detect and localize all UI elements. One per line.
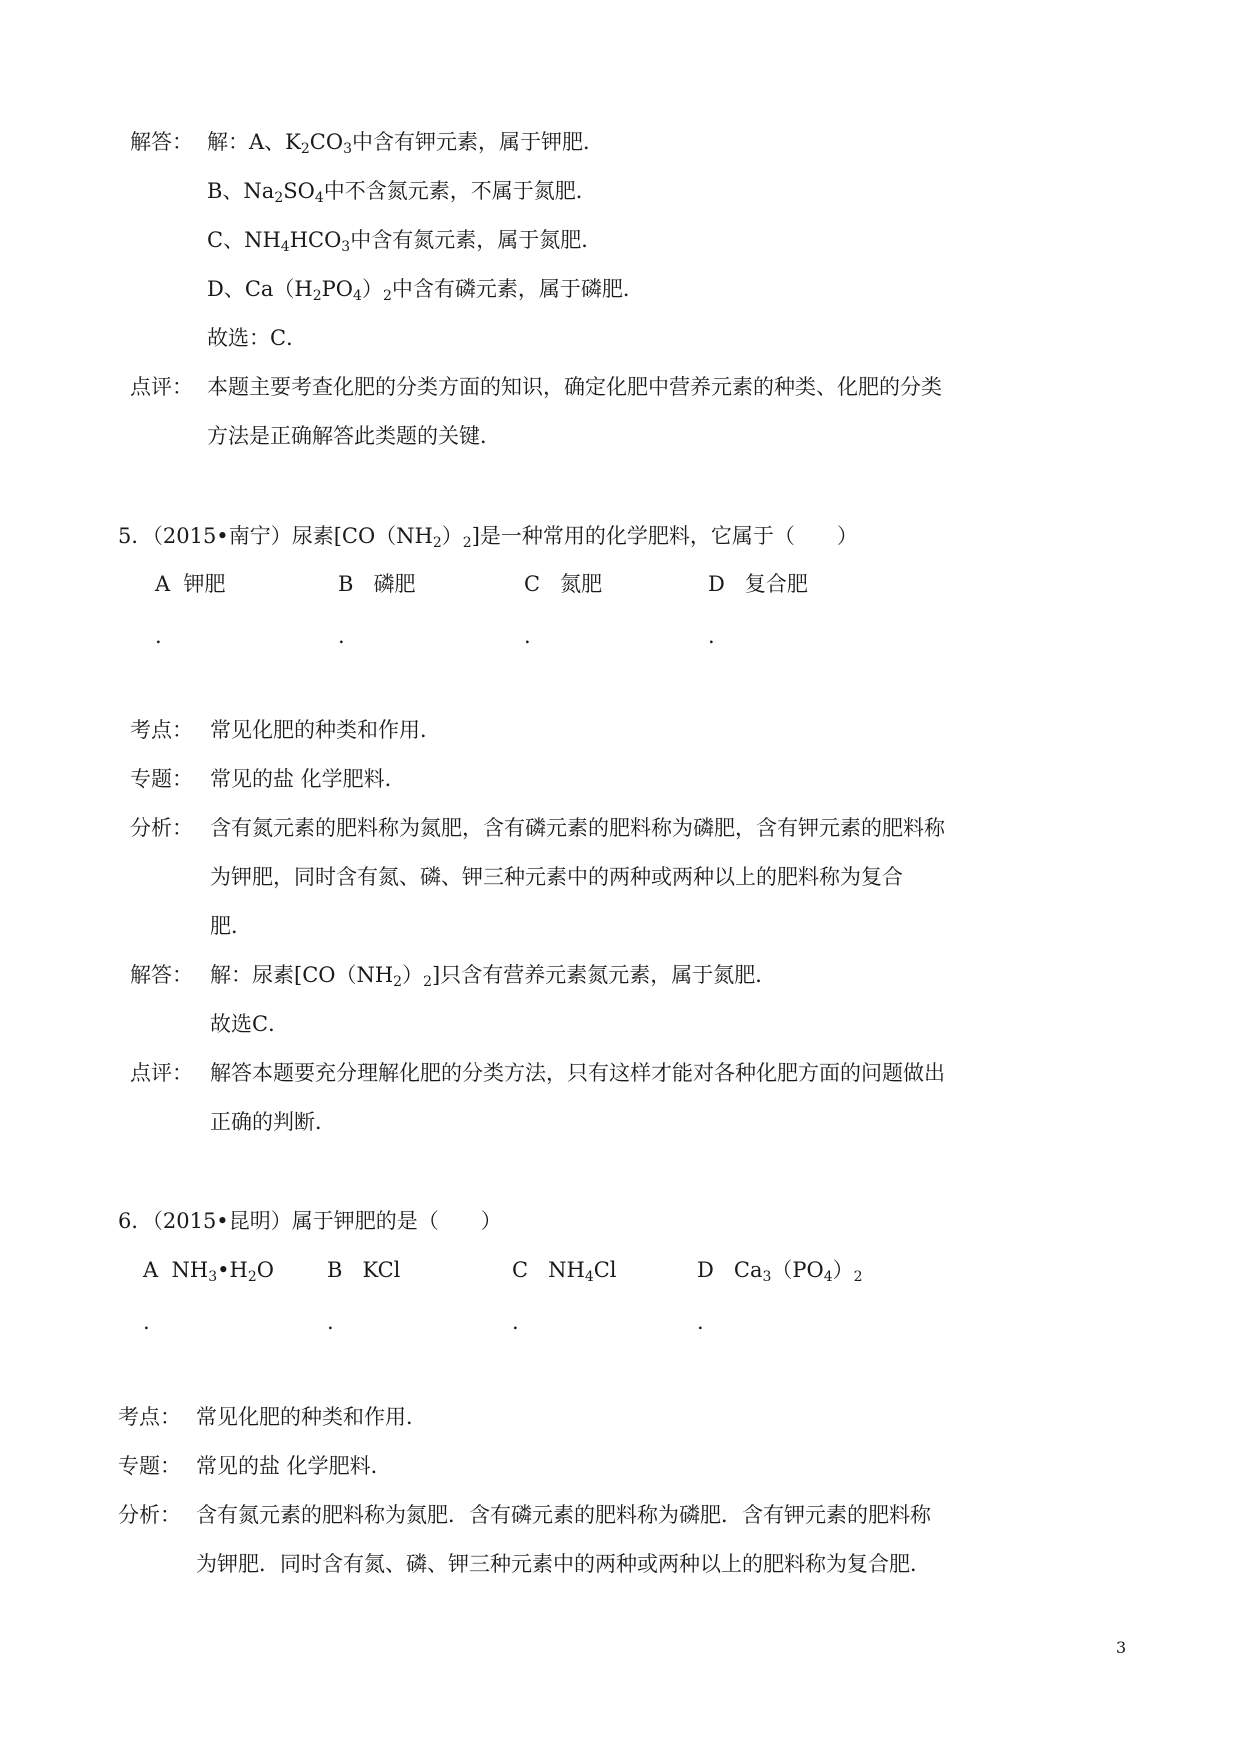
q6-option-a[interactable]: A $NH_3•H_2O$ <box>143 1258 274 1285</box>
q5-comment-line-2: 正确的判断． <box>210 1110 336 1134</box>
q6-kaodian: 常见化肥的种类和作用． <box>196 1405 427 1429</box>
q6-fenxi-line-1: 含有氮元素的肥料称为氮肥．含有磷元素的肥料称为磷肥．含有钾元素的肥料称 <box>196 1503 931 1527</box>
q4-comment-line-2: 方法是正确解答此类题的关键． <box>207 424 501 448</box>
q6-option-c[interactable]: C $NH_4Cl$ <box>512 1258 617 1285</box>
q5-fenxi-line-3: 肥． <box>210 914 252 938</box>
q6-option-b[interactable]: B KCl <box>327 1258 401 1282</box>
q5-kaodian: 常见化肥的种类和作用． <box>210 718 441 742</box>
q5-fenxi-line-1: 含有氮元素的肥料称为氮肥，含有磷元素的肥料称为磷肥，含有钾元素的肥料称 <box>210 816 945 840</box>
q5-option-b[interactable]: B 磷肥 <box>338 572 416 596</box>
q5-comment-line-1: 解答本题要充分理解化肥的分类方法，只有这样才能对各种化肥方面的问题做出 <box>210 1061 945 1085</box>
q6-zhuanti: 常见的盐 化学肥料． <box>196 1454 392 1478</box>
q5-option-d-dot: . <box>708 624 715 648</box>
q5-option-c[interactable]: C 氮肥 <box>524 572 603 596</box>
q5-stem: 5．（2015•南宁）尿素$[CO(NH_2)_2]$是一种常用的化学肥料，它属于（ ） <box>118 524 858 551</box>
q6-kaodian-label: 考点： <box>118 1405 181 1429</box>
q6-fenxi-line-2: 为钾肥．同时含有氮、磷、钾三种元素中的两种或两种以上的肥料称为复合肥． <box>196 1552 931 1576</box>
q5-option-a[interactable]: A 钾肥 <box>155 572 226 596</box>
q5-answer-line-2: 故选C． <box>210 1012 290 1036</box>
q6-option-a-dot: . <box>143 1310 150 1334</box>
q6-fenxi-label: 分析： <box>118 1503 181 1527</box>
q6-option-d-dot: . <box>697 1310 704 1334</box>
q5-option-c-dot: . <box>524 624 531 648</box>
q6-option-c-dot: . <box>512 1310 519 1334</box>
q6-option-d[interactable]: D $Ca_3(PO_4)_2$ <box>697 1258 863 1285</box>
q5-zhuanti: 常见的盐 化学肥料． <box>210 767 406 791</box>
q5-comment-label: 点评： <box>130 1061 193 1085</box>
q6-stem: 6．（2015•昆明）属于钾肥的是（ ） <box>118 1209 502 1233</box>
q5-option-b-dot: . <box>338 624 345 648</box>
q5-option-a-dot: . <box>155 624 162 648</box>
q4-comment-label: 点评： <box>130 375 193 399</box>
q4-answer-line-4: D、$Ca(H_2PO_4)_2$中含有磷元素，属于磷肥． <box>207 277 644 304</box>
q4-answer-line-3: C、$NH_4HCO_3$中含有氮元素，属于氮肥． <box>207 228 603 255</box>
q4-answer-line-2: B、$Na_2SO_4$中不含氮元素，不属于氮肥． <box>207 179 597 206</box>
q4-answer-label: 解答： <box>130 130 193 154</box>
q5-fenxi-line-2: 为钾肥，同时含有氮、磷、钾三种元素中的两种或两种以上的肥料称为复合 <box>210 865 903 889</box>
q6-option-b-dot: . <box>327 1310 334 1334</box>
q5-answer-label: 解答： <box>130 963 193 987</box>
q5-fenxi-label: 分析： <box>130 816 193 840</box>
q5-option-d[interactable]: D 复合肥 <box>708 572 808 596</box>
q5-answer-line-1: 解：尿素$[CO(NH_2)_2]$只含有营养元素氮元素，属于氮肥． <box>210 963 777 990</box>
q5-kaodian-label: 考点： <box>130 718 193 742</box>
q4-comment-line-1: 本题主要考查化肥的分类方面的知识，确定化肥中营养元素的种类、化肥的分类 <box>207 375 942 399</box>
q5-zhuanti-label: 专题： <box>130 767 193 791</box>
page-number: 3 <box>1116 1638 1127 1657</box>
q4-answer-line-5: 故选：C． <box>207 326 308 350</box>
q6-zhuanti-label: 专题： <box>118 1454 181 1478</box>
q4-answer-line-1: 解：A、$K_2CO_3$中含有钾元素，属于钾肥． <box>207 130 604 157</box>
